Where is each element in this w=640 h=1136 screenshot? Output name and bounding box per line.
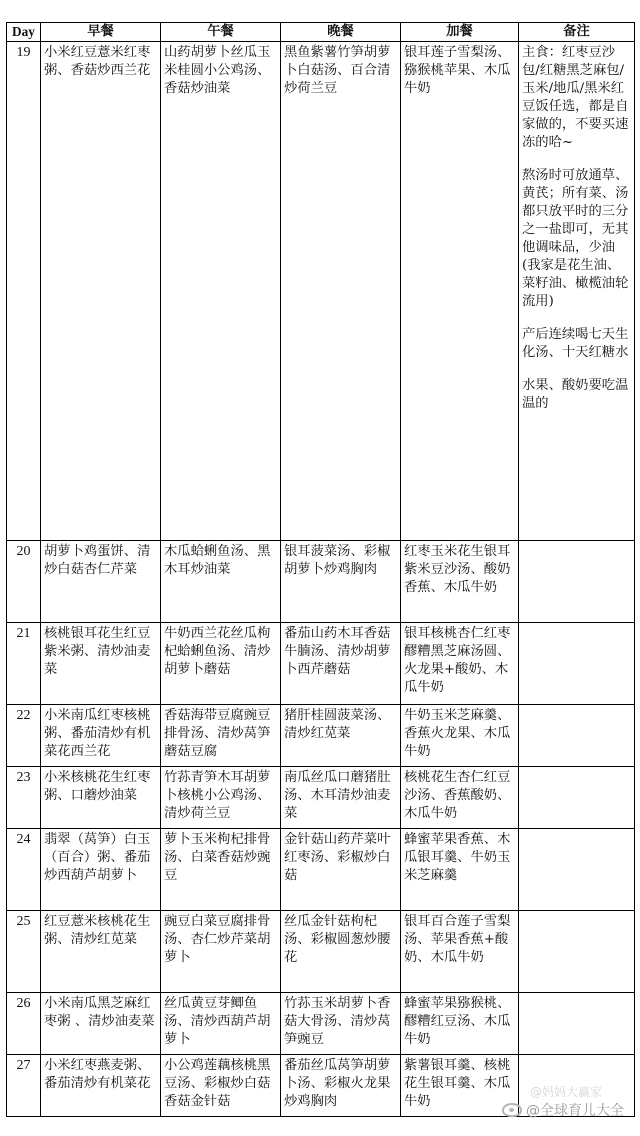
remark-cell bbox=[519, 829, 635, 911]
snack-cell: 紫薯银耳羹、核桃花生银耳羹、木瓜牛奶 bbox=[401, 1055, 519, 1117]
header-lunch: 午餐 bbox=[161, 23, 281, 42]
dinner-cell: 南瓜丝瓜口蘑猪肚汤、木耳清炒油麦菜 bbox=[281, 767, 401, 829]
breakfast-cell: 胡萝卜鸡蛋饼、清炒白菇杏仁芹菜 bbox=[41, 541, 161, 623]
dinner-cell: 金针菇山药芹菜叶红枣汤、彩椒炒白菇 bbox=[281, 829, 401, 911]
table-row bbox=[7, 623, 635, 705]
dinner-cell: 丝瓜金针菇枸杞汤、彩椒圆葱炒腰花 bbox=[281, 911, 401, 993]
remark-cell bbox=[519, 767, 635, 829]
header-snack: 加餐 bbox=[401, 23, 519, 42]
breakfast-cell: 小米核桃花生红枣粥、口蘑炒油菜 bbox=[41, 767, 161, 829]
dinner-cell: 猪肝桂圆菠菜汤、清炒红苋菜 bbox=[281, 705, 401, 767]
header-dinner: 晚餐 bbox=[281, 23, 401, 42]
lunch-cell: 牛奶西兰花丝瓜枸杞蛤蜊鱼汤、清炒胡萝卜蘑菇 bbox=[161, 623, 281, 705]
remark-cell bbox=[519, 541, 635, 623]
remark-cell bbox=[519, 705, 635, 767]
breakfast-cell: 红豆薏米核桃花生粥、清炒红苋菜 bbox=[41, 911, 161, 993]
dinner-cell: 黑鱼紫薯竹笋胡萝卜白菇汤、百合清炒荷兰豆 bbox=[281, 42, 401, 541]
table-row bbox=[7, 911, 635, 993]
lunch-cell: 小公鸡莲藕核桃黑豆汤、彩椒炒白菇香菇金针菇 bbox=[161, 1055, 281, 1117]
day-cell: 21 bbox=[7, 623, 41, 705]
header-remark: 备注 bbox=[519, 23, 635, 42]
breakfast-cell: 核桃银耳花生红豆紫米粥、清炒油麦菜 bbox=[41, 623, 161, 705]
watermark-faint: @妈妈大赢家 bbox=[529, 1085, 602, 1099]
breakfast-cell: 小米红枣燕麦粥、番茄清炒有机菜花 bbox=[41, 1055, 161, 1117]
breakfast-cell: 小米南瓜黑芝麻红枣粥 、清炒油麦菜 bbox=[41, 993, 161, 1055]
remark-postpartum-note: 产后连续喝七天生化汤、十天红糖水 bbox=[522, 327, 629, 360]
dinner-cell: 番茄丝瓜莴笋胡萝卜汤、彩椒火龙果炒鸡胸肉 bbox=[281, 1055, 401, 1117]
watermark-text: @全球育儿大全 bbox=[526, 1103, 624, 1119]
snack-cell: 蜂蜜苹果香蕉、木瓜银耳羹、牛奶玉米芝麻羹 bbox=[401, 829, 519, 911]
table-row bbox=[7, 42, 635, 541]
table-row bbox=[7, 767, 635, 829]
day-cell: 19 bbox=[7, 42, 41, 541]
header-breakfast: 早餐 bbox=[41, 23, 161, 42]
dinner-cell: 番茄山药木耳香菇牛腩汤、清炒胡萝卜西芹蘑菇 bbox=[281, 623, 401, 705]
remark-cell bbox=[519, 911, 635, 993]
table-row bbox=[7, 829, 635, 911]
lunch-cell: 木瓜蛤蜊鱼汤、黑木耳炒油菜 bbox=[161, 541, 281, 623]
snack-cell: 银耳莲子雪梨汤、猕猴桃苹果、木瓜牛奶 bbox=[401, 42, 519, 541]
snack-cell: 银耳百合莲子雪梨汤、苹果香蕉+酸奶、木瓜牛奶 bbox=[401, 911, 519, 993]
day-cell: 22 bbox=[7, 705, 41, 767]
remark-seasoning-note: 熬汤时可放通草、黄芪；所有菜、汤都只放平时的三分之一盐即可，无其他调味品，少油(我家是花生油、菜籽油、橄榄油轮流用) bbox=[522, 168, 629, 309]
lunch-cell: 香菇海带豆腐豌豆排骨汤、清炒莴笋蘑菇豆腐 bbox=[161, 705, 281, 767]
day-cell: 26 bbox=[7, 993, 41, 1055]
remark-cell bbox=[519, 42, 635, 541]
table-row bbox=[7, 705, 635, 767]
header-row bbox=[7, 23, 635, 42]
remark-cell bbox=[519, 993, 635, 1055]
remark-cell bbox=[519, 623, 635, 705]
lunch-cell: 竹荪青笋木耳胡萝卜核桃小公鸡汤、清炒荷兰豆 bbox=[161, 767, 281, 829]
dinner-cell: 竹荪玉米胡萝卜香菇大骨汤、清炒莴笋豌豆 bbox=[281, 993, 401, 1055]
lunch-cell: 山药胡萝卜丝瓜玉米桂圆小公鸡汤、香菇炒油菜 bbox=[161, 42, 281, 541]
breakfast-cell: 翡翠（莴笋）白玉（百合）粥、番茄炒西葫芦胡萝卜 bbox=[41, 829, 161, 911]
watermark bbox=[502, 1100, 624, 1120]
day-cell: 27 bbox=[7, 1055, 41, 1117]
lunch-cell: 丝瓜黄豆芽鲫鱼汤、清炒西葫芦胡萝卜 bbox=[161, 993, 281, 1055]
day-cell: 25 bbox=[7, 911, 41, 993]
lunch-cell: 萝卜玉米枸杞排骨汤、白菜香菇炒豌豆 bbox=[161, 829, 281, 911]
day-cell: 23 bbox=[7, 767, 41, 829]
remark-staple-note: 主食：红枣豆沙包/红糖黑芝麻包/玉米/地瓜/黑米红豆饭任选，都是自家做的，不要买速冻的哈~ bbox=[522, 45, 629, 150]
weibo-logo-icon bbox=[502, 1103, 522, 1117]
snack-cell: 牛奶玉米芝麻羹、香蕉火龙果、木瓜牛奶 bbox=[401, 705, 519, 767]
day-cell: 24 bbox=[7, 829, 41, 911]
dinner-cell: 银耳菠菜汤、彩椒胡萝卜炒鸡胸肉 bbox=[281, 541, 401, 623]
lunch-cell: 豌豆白菜豆腐排骨汤、杏仁炒芹菜胡萝卜 bbox=[161, 911, 281, 993]
day-cell: 20 bbox=[7, 541, 41, 623]
snack-cell: 红枣玉米花生银耳紫米豆沙汤、酸奶香蕉、木瓜牛奶 bbox=[401, 541, 519, 623]
header-day: Day bbox=[7, 23, 41, 42]
breakfast-cell: 小米红豆薏米红枣粥、香菇炒西兰花 bbox=[41, 42, 161, 541]
table-row bbox=[7, 541, 635, 623]
table-row bbox=[7, 993, 635, 1055]
snack-cell: 核桃花生杏仁红豆沙汤、香蕉酸奶、木瓜牛奶 bbox=[401, 767, 519, 829]
breakfast-cell: 小米南瓜红枣核桃粥、番茄清炒有机菜花西兰花 bbox=[41, 705, 161, 767]
meal-plan-table bbox=[6, 22, 635, 1117]
snack-cell: 蜂蜜苹果猕猴桃、醪糟红豆汤、木瓜牛奶 bbox=[401, 993, 519, 1055]
remark-fruit-note: 水果、酸奶要吃温温的 bbox=[522, 378, 629, 411]
snack-cell: 银耳核桃杏仁红枣醪糟黑芝麻汤圆、火龙果+酸奶、木瓜牛奶 bbox=[401, 623, 519, 705]
